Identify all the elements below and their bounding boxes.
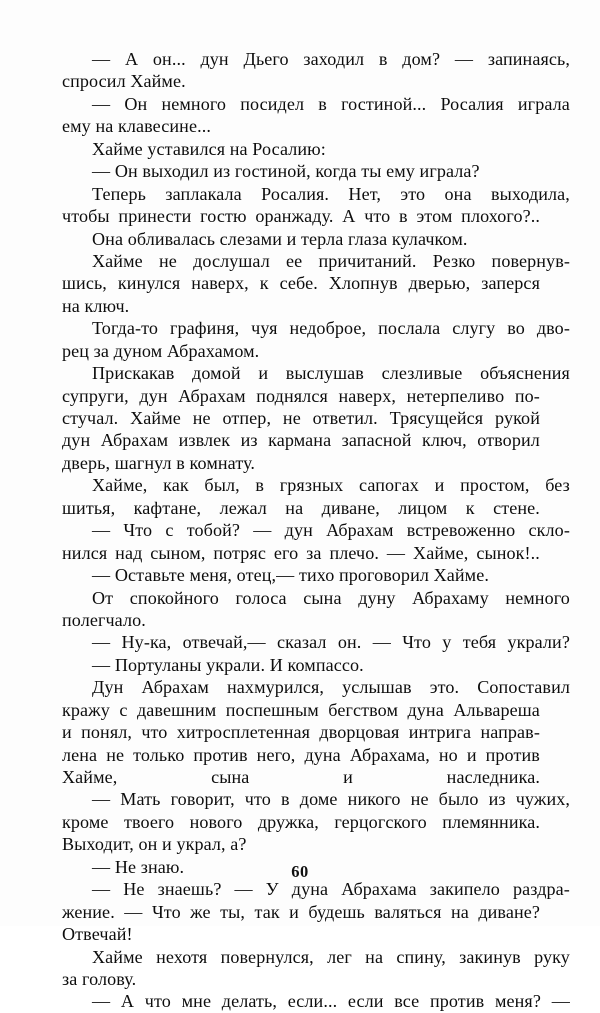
text-word: никого xyxy=(347,789,401,810)
text-word: во xyxy=(507,318,525,339)
text-word: отвечай,— xyxy=(182,632,266,653)
text-word: отворил xyxy=(477,430,540,451)
text-line xyxy=(62,497,540,519)
text-line: — Не знаю. xyxy=(92,856,185,877)
text-word: давешним xyxy=(137,699,217,720)
text-word: повернув- xyxy=(491,250,570,271)
text-word: в xyxy=(378,49,388,69)
text-word: жение. xyxy=(62,901,115,922)
text-word: дуна xyxy=(304,744,341,765)
text-word: дворцовая xyxy=(319,722,400,743)
text-word: Что xyxy=(151,901,181,922)
text-line xyxy=(62,205,540,227)
text-word: на xyxy=(450,901,469,922)
text-word: спокойного xyxy=(129,587,219,608)
text-word: с xyxy=(165,520,174,541)
text-line xyxy=(62,811,540,833)
text-word: А xyxy=(342,206,356,227)
text-line xyxy=(62,901,540,923)
text-word: в xyxy=(399,206,408,227)
text-word: и xyxy=(343,767,353,787)
text-word: наверх, xyxy=(338,385,396,406)
text-word: оранжаду. xyxy=(255,206,334,227)
text-word: кроме xyxy=(62,811,109,832)
text-line: спросил Хайме. xyxy=(62,71,186,92)
text-word: супруги, xyxy=(62,385,129,406)
text-word: и xyxy=(466,744,477,765)
text-word: него, xyxy=(256,744,296,765)
text-word: герцогского xyxy=(334,811,427,832)
text-line xyxy=(62,542,540,564)
text-line xyxy=(62,250,570,272)
text-word: гостиной... xyxy=(341,93,427,114)
text-word: голоса xyxy=(235,587,287,608)
text-word: причитаний. xyxy=(318,250,417,271)
text-word: она xyxy=(444,183,472,204)
text-line xyxy=(62,676,570,698)
text-word: если xyxy=(347,991,384,1012)
text-word: руку xyxy=(534,946,570,967)
text-word: валяться xyxy=(374,901,442,922)
text-word: было xyxy=(438,789,479,810)
text-word: стене. xyxy=(493,497,540,518)
text-word: У xyxy=(265,879,279,900)
text-word: дом? xyxy=(402,49,441,69)
text-word: Хайме, xyxy=(413,542,469,563)
text-line xyxy=(62,744,540,766)
text-word: недоброе, xyxy=(289,318,367,339)
text-word: шись, xyxy=(62,273,107,294)
text-word: над xyxy=(115,542,143,563)
text-word: Абрахам xyxy=(326,520,394,541)
text-word: — xyxy=(92,879,111,900)
text-line xyxy=(62,183,570,205)
text-word: понял, xyxy=(81,722,132,743)
text-word: дослушал xyxy=(193,250,270,271)
text-word: Росалия. xyxy=(261,183,330,204)
text-word: если... xyxy=(287,991,338,1012)
text-line: Отвечай! xyxy=(62,924,133,945)
text-word: Абрахам xyxy=(178,385,246,406)
text-line: полегчало. xyxy=(62,609,146,630)
text-word: сапогах xyxy=(358,475,419,496)
text-line xyxy=(62,766,540,788)
text-word: — xyxy=(92,49,111,69)
text-line: ему на клавесине... xyxy=(62,116,211,137)
text-word: домой xyxy=(192,363,241,384)
text-word: — xyxy=(372,632,391,653)
text-word: направ- xyxy=(480,722,540,743)
text-word: — xyxy=(92,789,111,810)
text-line xyxy=(62,407,540,429)
text-word: бегством xyxy=(328,699,398,720)
text-word: против xyxy=(429,991,485,1012)
text-word: дун xyxy=(284,520,313,541)
text-word: плечо. xyxy=(329,542,380,563)
text-line: дверь, шагнул в комнату. xyxy=(62,452,256,473)
text-word: племянника. xyxy=(442,811,540,832)
text-word: Что xyxy=(402,632,431,653)
text-word: и xyxy=(62,722,72,743)
text-word: не xyxy=(158,250,177,271)
text-word: запасной xyxy=(341,430,412,451)
text-line: рец за дуном Абрахамом. xyxy=(62,340,260,361)
text-word: поспешным xyxy=(225,699,319,720)
text-word: заперся xyxy=(481,273,540,294)
text-word: шитья, xyxy=(62,497,116,518)
text-word: интрига xyxy=(408,722,472,743)
text-word: Абрахаму xyxy=(412,587,489,608)
text-line: Выходит, он и украл, а? xyxy=(62,834,247,855)
text-word: А xyxy=(124,49,139,69)
text-word: объяснения xyxy=(480,363,570,384)
text-line xyxy=(62,699,540,721)
text-word: заходил xyxy=(303,49,365,69)
text-word: лицом xyxy=(398,497,448,518)
text-word: что xyxy=(144,991,171,1012)
text-word: встревоженно xyxy=(406,520,516,541)
text-word: наследника. xyxy=(446,767,540,787)
text-word: кафтане, xyxy=(133,497,202,518)
text-word: в xyxy=(318,93,327,114)
text-word: без xyxy=(545,475,570,496)
text-word: поднялся xyxy=(256,385,328,406)
text-line xyxy=(62,48,570,70)
text-word: гостю xyxy=(200,206,247,227)
text-word: что xyxy=(244,789,271,810)
text-word: выходила, xyxy=(490,183,570,204)
text-word: Нет, xyxy=(348,183,381,204)
text-word: и xyxy=(258,363,269,384)
text-word: не xyxy=(410,789,429,810)
text-word: сына xyxy=(303,587,342,608)
text-word: против xyxy=(485,744,540,765)
text-word: немного xyxy=(161,93,227,114)
text-line xyxy=(62,474,570,496)
text-word: кармана xyxy=(268,430,332,451)
text-word: — xyxy=(92,632,111,653)
text-word: ключ, xyxy=(422,430,467,451)
text-word: на xyxy=(285,497,304,518)
text-word: дуну xyxy=(358,587,396,608)
text-word: Не xyxy=(123,879,145,900)
text-word: украли? xyxy=(507,632,570,653)
text-word: дун xyxy=(200,49,229,69)
text-word: Теперь xyxy=(92,183,147,204)
text-word: дуна xyxy=(291,879,329,900)
text-line xyxy=(62,362,570,384)
text-line xyxy=(62,272,540,294)
text-word: Сопоставил xyxy=(477,677,570,698)
text-word: Резко xyxy=(432,250,476,271)
text-word: — xyxy=(92,520,111,541)
text-word: лег xyxy=(327,946,352,967)
text-line xyxy=(62,385,540,407)
text-word: диване? xyxy=(478,901,540,922)
text-word: сказал xyxy=(276,632,327,653)
text-word: Росалия xyxy=(440,93,504,114)
text-word: ответил. xyxy=(312,408,378,428)
text-word: сыном, xyxy=(150,542,206,563)
text-word: Абрахама, xyxy=(349,744,430,765)
text-word: Абрахам xyxy=(100,430,169,451)
text-word: — xyxy=(92,93,111,114)
text-word: твоего xyxy=(123,811,175,832)
text-word: ты, xyxy=(220,901,246,922)
text-word: диване, xyxy=(321,497,380,518)
text-word: потряс xyxy=(213,542,266,563)
text-line: — Он выходил из гостиной, когда ты ему играла? xyxy=(92,161,480,182)
text-word: по- xyxy=(514,385,540,406)
text-word: дуна xyxy=(407,699,444,720)
text-word: делать, xyxy=(221,991,277,1012)
text-word: послала xyxy=(378,318,441,339)
text-word: Дун xyxy=(92,677,124,698)
text-word: говорит, xyxy=(170,789,235,810)
text-word: за xyxy=(306,542,322,563)
text-word: себе. xyxy=(279,273,318,294)
text-word: — xyxy=(92,991,111,1012)
page-number: 60 xyxy=(291,862,309,881)
text-word: — xyxy=(386,542,406,563)
text-word: чужих, xyxy=(515,789,570,810)
text-line xyxy=(62,990,570,1012)
text-line xyxy=(62,429,540,451)
text-word: Хайме xyxy=(92,946,143,967)
text-word: это xyxy=(400,183,426,204)
text-word: к xyxy=(259,273,269,294)
text-word: Абрахам xyxy=(141,677,209,698)
text-word: раздра- xyxy=(513,879,570,900)
text-word: слезливые xyxy=(381,363,463,384)
text-line xyxy=(62,721,540,743)
text-word: кинулся xyxy=(117,273,181,294)
text-word: дружка, xyxy=(257,811,319,832)
text-word: он. xyxy=(337,632,362,653)
text-word: Прискакав xyxy=(92,363,175,384)
text-word: Он xyxy=(124,93,148,114)
text-word: Трясущейся xyxy=(389,408,484,428)
text-word: не xyxy=(106,744,125,765)
text-word: что xyxy=(141,722,168,743)
text-line: — Портуланы украли. И компассо. xyxy=(92,654,364,675)
text-word: простом, xyxy=(460,475,530,496)
text-line xyxy=(62,946,570,968)
text-line: — Оставьте меня, отец,— тихо проговорил Хайме. xyxy=(92,565,489,586)
text-word: спину, xyxy=(396,946,446,967)
text-word: чуя xyxy=(251,318,278,339)
text-word: плохого?.. xyxy=(461,206,540,227)
text-word: услышав xyxy=(342,677,412,698)
text-word: — xyxy=(124,901,143,922)
text-word: Альвареша xyxy=(453,699,540,720)
text-line: за голову. xyxy=(62,968,137,989)
text-word: грязных xyxy=(279,475,344,496)
text-word: Ну-ка, xyxy=(121,632,172,653)
text-word: меня? xyxy=(494,991,541,1012)
text-word: не xyxy=(192,408,211,428)
text-word: выслушав xyxy=(285,363,364,384)
text-word: у xyxy=(442,632,452,653)
text-word: закипело xyxy=(429,879,500,900)
text-word: лежал xyxy=(219,497,267,518)
text-word: лена xyxy=(62,744,98,765)
text-word: наверх, xyxy=(191,273,249,294)
text-word: рукой xyxy=(495,408,540,428)
text-word: знаешь? xyxy=(157,879,222,900)
text-word: заплакала xyxy=(165,183,242,204)
text-word: нехотя xyxy=(156,946,208,967)
text-word: нахмурился, xyxy=(227,677,325,698)
text-word: графиня, xyxy=(169,318,240,339)
text-word: Хайме xyxy=(92,250,143,271)
text-word: и xyxy=(289,901,299,922)
text-word: От xyxy=(92,587,114,608)
text-word: не xyxy=(282,408,301,428)
text-word: чтобы xyxy=(62,206,110,227)
text-word: Тогда-то xyxy=(92,318,159,339)
text-word: же xyxy=(190,901,211,922)
text-word: посидел xyxy=(240,93,305,114)
text-word: Хайме, xyxy=(62,767,118,787)
text-line xyxy=(62,788,570,810)
text-word: только xyxy=(133,744,185,765)
text-word: скло- xyxy=(528,520,570,541)
text-word: стучал. xyxy=(62,408,119,428)
text-line xyxy=(62,631,570,653)
text-word: сынок!.. xyxy=(476,542,540,563)
text-word: против xyxy=(193,744,248,765)
text-word: Дьего xyxy=(243,49,289,69)
text-word: ее xyxy=(286,250,303,271)
text-word: его xyxy=(273,542,299,563)
text-word: слугу xyxy=(452,318,496,339)
text-word: кражу xyxy=(62,699,110,720)
text-word: в xyxy=(255,475,265,496)
text-word: из xyxy=(488,789,506,810)
text-word: тебя xyxy=(462,632,497,653)
text-word: Хайме, xyxy=(92,475,148,496)
text-line xyxy=(62,519,570,541)
text-word: в xyxy=(281,789,290,810)
text-word: Хлопнув xyxy=(328,273,398,294)
text-word: — xyxy=(253,520,272,541)
text-word: он... xyxy=(152,49,186,69)
text-word: повернулся, xyxy=(220,946,314,967)
text-word: Что xyxy=(123,520,153,541)
text-word: — xyxy=(234,879,253,900)
text-word: так xyxy=(254,901,280,922)
text-word: — xyxy=(454,49,474,69)
text-word: извлек xyxy=(178,430,231,451)
text-word: хитросплетенная xyxy=(176,722,311,743)
text-word: был, xyxy=(204,475,240,496)
text-word: Хайме xyxy=(130,408,181,428)
text-word: дун xyxy=(139,385,168,406)
text-word: нового xyxy=(189,811,243,832)
text-word: будешь xyxy=(308,901,365,922)
text-word: дун xyxy=(62,430,91,451)
text-word: к xyxy=(465,497,475,518)
text-word: нетерпеливо xyxy=(406,385,505,406)
text-word: А xyxy=(120,991,135,1012)
text-word: играла xyxy=(517,93,570,114)
text-word: как xyxy=(163,475,189,496)
text-word: из xyxy=(240,430,258,451)
text-line xyxy=(62,93,570,115)
text-word: но xyxy=(438,744,458,765)
text-word: дво- xyxy=(536,318,570,339)
text-word: все xyxy=(394,991,420,1012)
text-word: дверью, xyxy=(408,273,471,294)
text-word: доме xyxy=(299,789,338,810)
text-word: этом xyxy=(416,206,453,227)
text-word: отпер, xyxy=(222,408,272,428)
text-word: сына xyxy=(211,767,250,787)
text-line xyxy=(62,587,570,609)
text-line: на ключ. xyxy=(62,295,130,316)
text-word: что xyxy=(364,206,391,227)
text-word: нился xyxy=(62,542,108,563)
text-word: с xyxy=(119,699,128,720)
text-line: Она обливалась слезами и терла глаза кулачком. xyxy=(92,228,468,249)
text-word: это. xyxy=(429,677,460,698)
text-word: мне xyxy=(181,991,212,1012)
text-word: и xyxy=(434,475,445,496)
text-word: принести xyxy=(118,206,192,227)
text-word: запинаясь, xyxy=(487,49,570,69)
text-word: тобой? xyxy=(186,520,241,541)
text-word: — xyxy=(551,991,570,1012)
text-word: закинув xyxy=(459,946,521,967)
text-line: Хайме уставился на Росалию: xyxy=(92,138,326,159)
text-word: на xyxy=(365,946,384,967)
text-word: Абрахама xyxy=(341,879,417,900)
text-word: Мать xyxy=(120,789,161,810)
text-line xyxy=(62,317,570,339)
text-word: немного xyxy=(505,587,570,608)
